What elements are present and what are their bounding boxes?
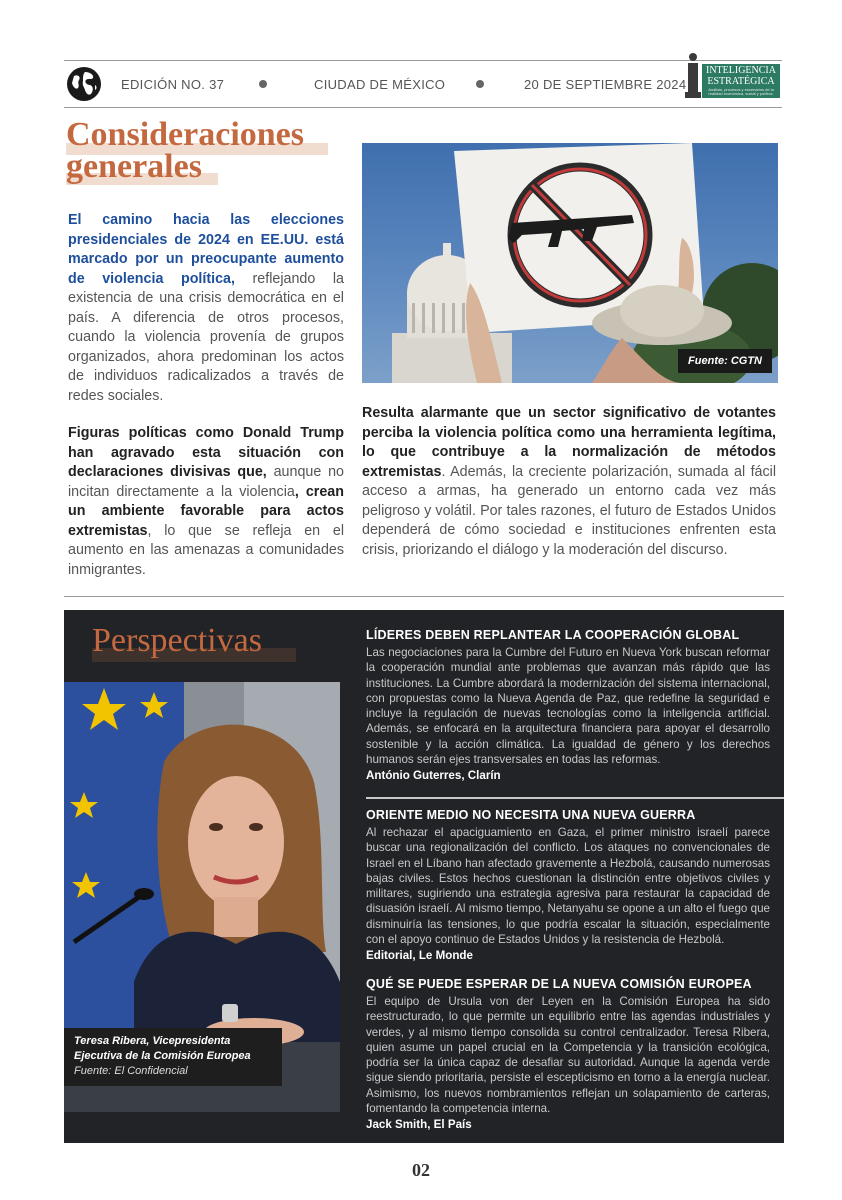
ribera-caption-name: Teresa Ribera, Vicepresidenta Ejecutiva de la Comisión Europea xyxy=(74,1035,251,1062)
intro-paragraph xyxy=(68,211,344,406)
protest-illustration xyxy=(362,143,778,383)
article-comision-europea xyxy=(366,977,770,1131)
logo-line1: INTELIGENCIA ESTRATÉGICA xyxy=(706,65,776,87)
intro-emphasis: El camino hacia las elecciones presidenciales de 2024 en EE.UU. está marcado por un preocupante aumento de violencia política, xyxy=(68,212,344,287)
alarm-paragraph xyxy=(362,404,776,560)
article-body: El equipo de Ursula von der Leyen en la Comisión Europea ha sido reestructurado, lo que permite un equilibrio entre las agendas industriales y verdes, y al mismo tiempo consolida su control centralizador. Teresa Ribera, quien asume un papel crucial en la Competencia y la transición ecológica, podría ser la única capaz de desafiar su autoridad. Aunque la agenda verde sigue siendo prioritaria, persiste el escepticismo en torno a la energía nuclear. Asimismo, los nuevos nombramientos reflejan un solapamiento de carteras, fomentando la competencia interna. xyxy=(366,995,770,1116)
section-title-line2: generales xyxy=(66,148,202,185)
article-body: Al rechazar el apaciguamiento en Gaza, el primer ministro israelí parece buscar una regionalización del conflicto. Los ataques no convencionales de Israel en el Líbano han afectado gravemente a Hezbolá, causando numerosas bajas civiles. Estos hechos cuestionan la distinción entre objetivos civiles y militares, sugiriendo una estrategia agresiva para restaurar la capacidad de disuasión israelí. Al mismo tiempo, Netanyahu se opone a un alto el fuego que disminuiría las tensiones, lo que podría escalar la situación, especialmente con el apoyo continuo de Estados Unidos y la resistencia de Hezbolá. xyxy=(366,826,770,947)
section-divider xyxy=(64,596,784,597)
article-separator xyxy=(366,797,784,799)
trump-text-end: , lo que se refleja en el aumento en las amenazas a comunidades inmigrantes. xyxy=(68,522,344,578)
edition-city: CIUDAD DE MÉXICO xyxy=(314,77,446,92)
article-body: Las negociaciones para la Cumbre del Futuro en Nueva York buscan reformar la cooperación mundial ante problemas que avanzan más rápido que las instituciones. La Cumbre abordará la modernización del sistema internacional, con propuestas como la Nueva Agenda de Paz, que redefine la seguridad e incluye la regulación de nuevas tecnologías como la inteligencia artificial. Además, se enfocará en la arquitectura financiera para apoyar el desarrollo sostenible y la acción climática. La igualdad de género y los derechos humanos serán ejes transversales en todas las reformas. xyxy=(366,646,770,767)
section-title-line1: Consideraciones xyxy=(66,116,304,153)
logo-tagline: Análisis, procesos y escenarios de la realidad económica, social y política. xyxy=(708,87,774,96)
header-separator-dot xyxy=(476,80,484,88)
article-author: António Guterres, Clarín xyxy=(366,769,501,783)
header-separator-dot xyxy=(259,80,267,88)
alarm-text: . Además, la creciente polarización, sumada al fácil acceso a armas, ha generado un entorno cada vez más peligroso y volátil. Por tales razones, el futuro de Estados Unidos dependerá de cómo sociedad e instituciones enfrenten esta crisis, priorizando el diálogo y la moderación del discurso. xyxy=(362,463,776,558)
intro-text: reflejando la existencia de una crisis democrática en el país. A diferencia de otros procesos, cuando la violencia provenía de grupos organizados, ahora predominan los actos de individuos radicalizados a través de redes sociales. xyxy=(68,270,344,404)
article-author: Jack Smith, El País xyxy=(366,1118,472,1132)
article-author: Editorial, Le Monde xyxy=(366,949,473,963)
ribera-photo xyxy=(64,682,340,1112)
logo-pillar-icon xyxy=(684,52,702,100)
article-oriente-medio xyxy=(366,808,770,962)
edition-number: EDICIÓN NO. 37 xyxy=(121,77,225,92)
brand-logo xyxy=(684,52,780,100)
article-heading: ORIENTE MEDIO NO NECESITA UNA NUEVA GUERRA xyxy=(366,808,696,822)
article-cooperacion xyxy=(366,628,770,782)
article-heading: LÍDERES DEBEN REPLANTEAR LA COOPERACIÓN GLOBAL xyxy=(366,628,740,642)
trump-text: aunque no incitan directamente a la violencia xyxy=(68,464,344,500)
trump-emphasis-2: , crean un ambiente favorable para actos extremistas xyxy=(68,483,344,539)
article-heading: QUÉ SE PUEDE ESPERAR DE LA NUEVA COMISIÓN EUROPEA xyxy=(366,977,752,991)
photo-source-caption: Fuente: CGTN xyxy=(678,349,772,373)
edition-date: 20 DE SEPTIEMBRE 2024 xyxy=(524,77,687,92)
ribera-caption-source: Fuente: El Confidencial xyxy=(74,1065,188,1077)
trump-paragraph xyxy=(68,424,344,580)
header-top-rule xyxy=(64,60,782,61)
header-bottom-rule xyxy=(64,107,782,108)
perspectivas-title: Perspectivas xyxy=(92,622,262,659)
protest-photo xyxy=(362,143,778,383)
page-number: 02 xyxy=(412,1160,430,1180)
trump-emphasis: Figuras políticas como Donald Trump han agravado esta situación con declaraciones divisivas que, xyxy=(68,425,344,480)
alarm-emphasis: Resulta alarmante que un sector significativo de votantes perciba la violencia política como una herramienta legítima, lo que contribuye a la normalización de métodos extremistas xyxy=(362,405,776,480)
globe-icon xyxy=(66,66,102,102)
ribera-caption xyxy=(64,1028,282,1086)
